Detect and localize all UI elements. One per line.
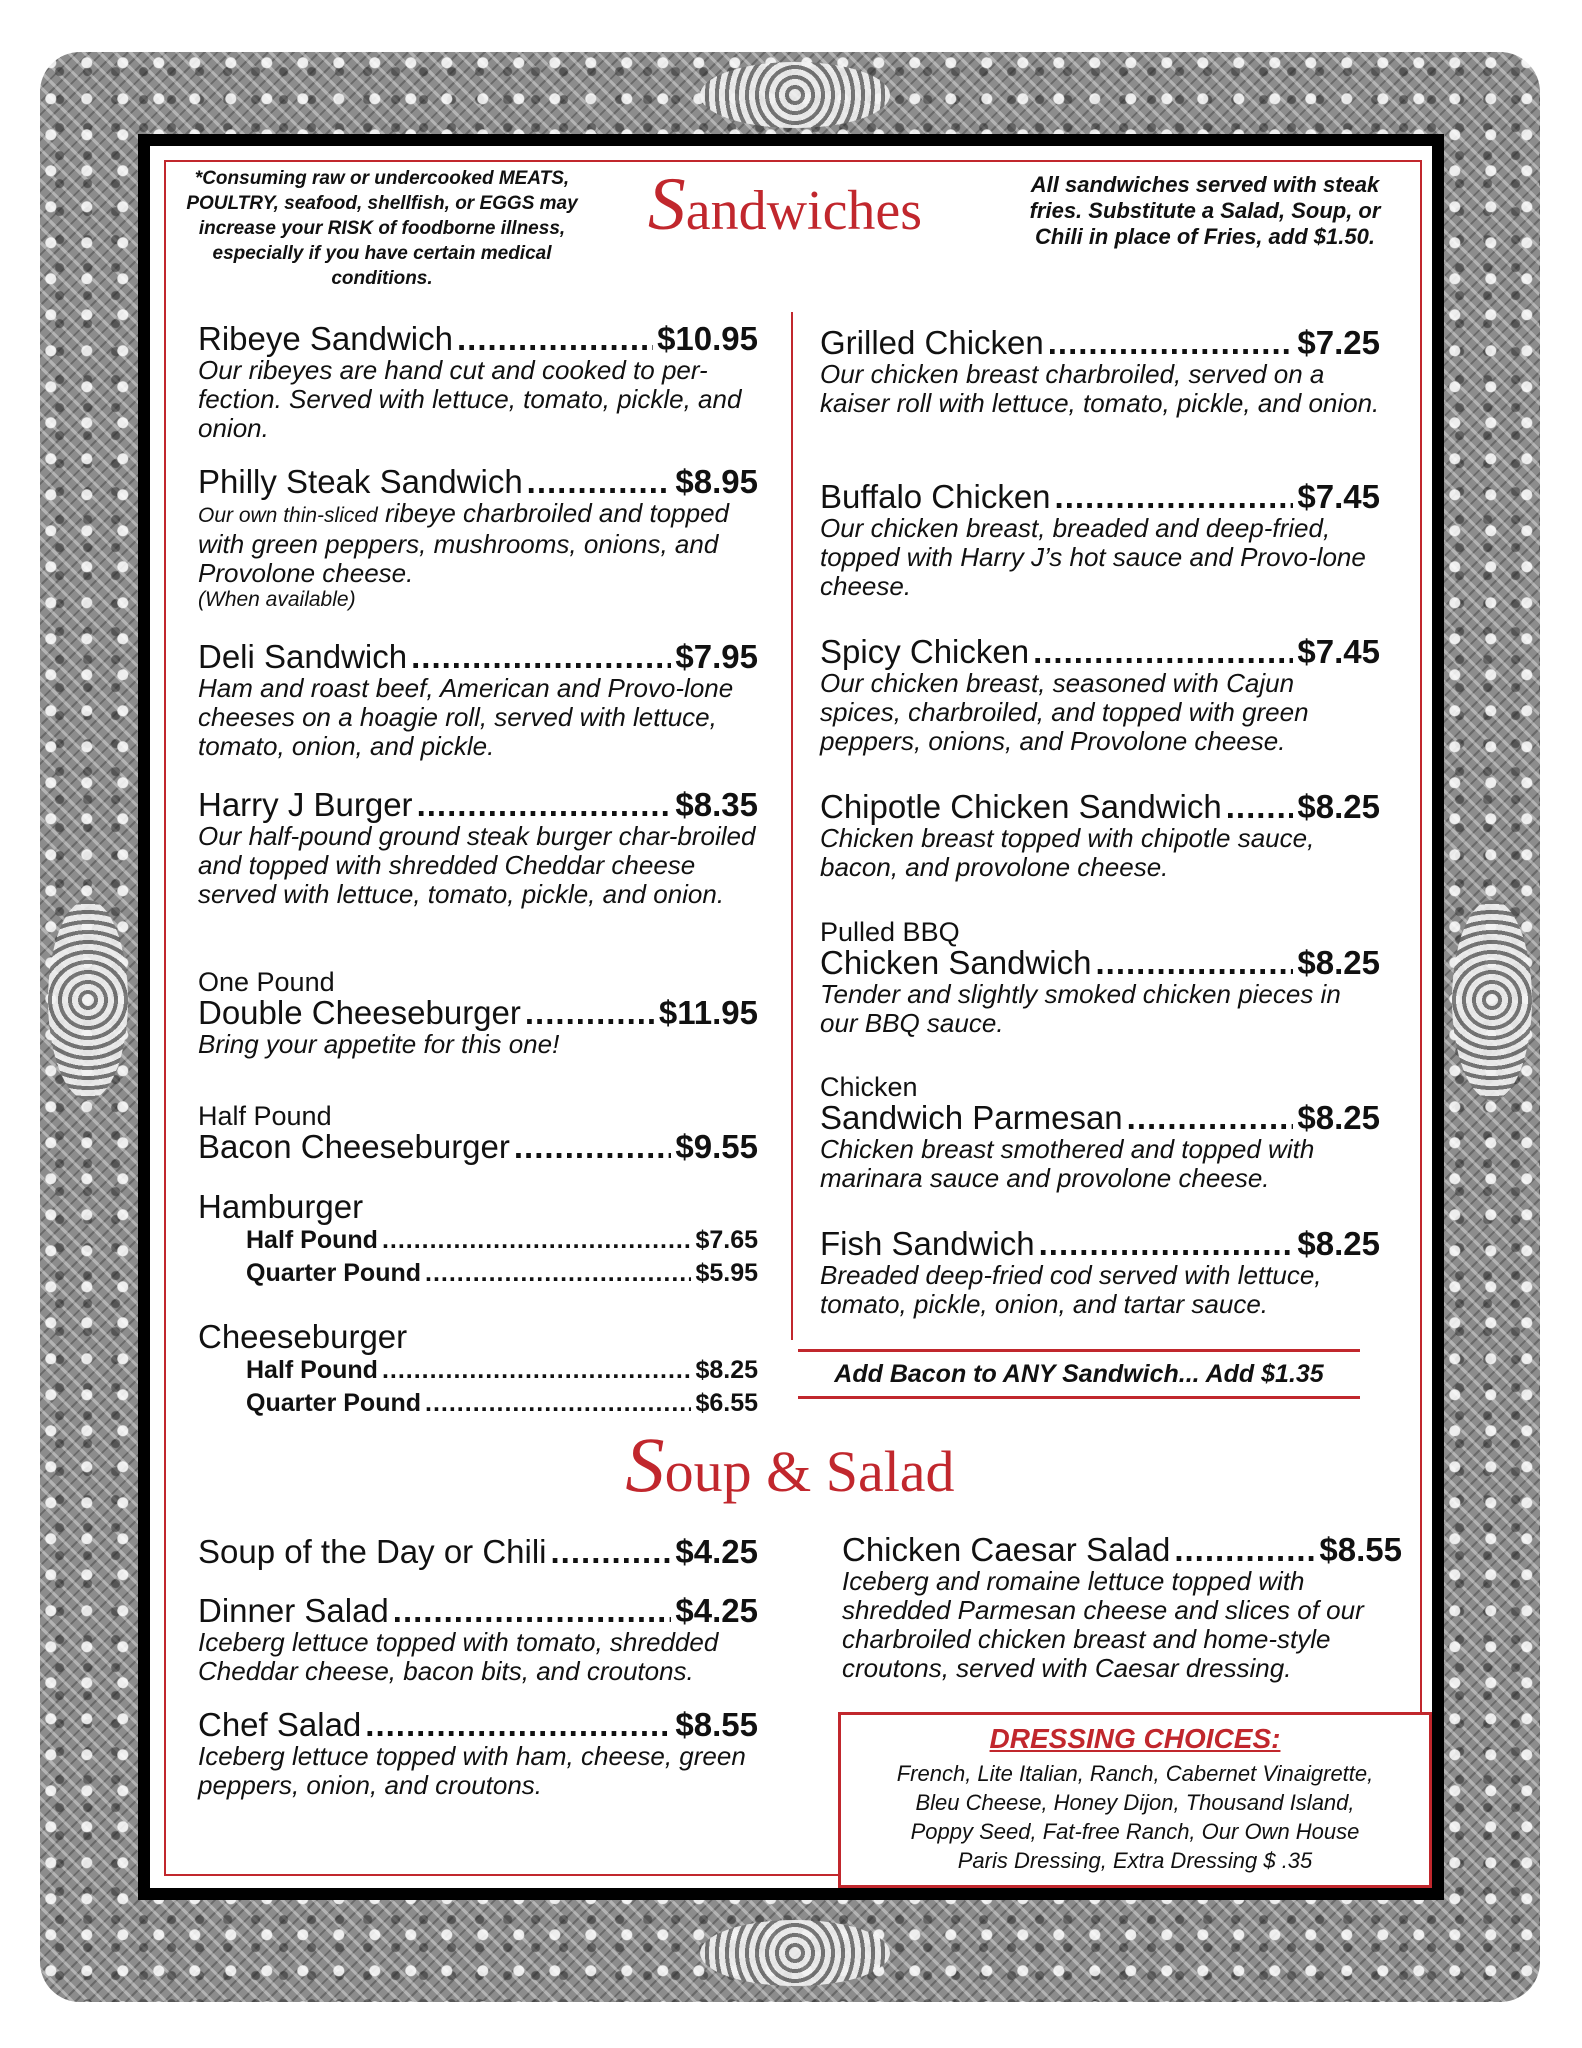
item-description — [198, 674, 758, 761]
size-label: Half Pound — [246, 1356, 378, 1384]
food-safety-notice: *Consuming raw or undercooked MEATS, POULTRY, seafood, shellfish, or EGGS may increase your RISK of foodborne illness, especially if you have certain medical conditions. — [186, 168, 578, 289]
menu-item — [198, 968, 758, 1059]
item-description-text: ribeye charbroiled and topped with green peppers, mushrooms, onions, and Provolone cheese. — [198, 498, 730, 588]
size-price: $7.65 — [695, 1226, 758, 1254]
item-description-text: Our half-pound ground steak burger char-broiled and topped with shredded Cheddar cheese served with lettuce, tomato, pickle, and onion. — [198, 821, 756, 909]
section-title-rest: oup & Salad — [664, 1439, 955, 1504]
item-prefix: Chicken — [820, 1072, 918, 1102]
menu-item — [820, 480, 1380, 601]
item-prefix: Half Pound — [198, 1101, 332, 1131]
item-description-text: Our chicken breast, seasoned with Cajun spices, charbroiled, and topped with green peppers, onions, and Provolone cheese. — [820, 668, 1309, 756]
item-price: $7.45 — [1297, 633, 1380, 670]
size-option — [246, 1354, 758, 1387]
leader-dots — [514, 1130, 672, 1164]
size-option — [246, 1224, 758, 1257]
item-price: $8.25 — [1297, 1225, 1380, 1262]
leader-dots — [1226, 790, 1294, 824]
item-name: Harry J Burger — [198, 786, 413, 823]
item-description — [820, 669, 1380, 756]
item-price: $8.25 — [1297, 1099, 1380, 1136]
dressing-title: DRESSING CHOICES: — [989, 1723, 1281, 1754]
leader-dots — [393, 1594, 672, 1628]
size-price: $8.25 — [695, 1356, 758, 1384]
dressing-line: French, Lite Italian, Ranch, Cabernet Vinaigrette, — [896, 1761, 1374, 1786]
leader-dots — [551, 1535, 672, 1569]
dressing-line: Poppy Seed, Fat-free Ranch, Our Own House — [910, 1819, 1360, 1844]
frame-rosette-right — [1452, 900, 1532, 1100]
item-description-text: Chicken breast smothered and topped with marinara sauce and provolone cheese. — [820, 1134, 1315, 1193]
size-price: $6.55 — [695, 1389, 758, 1417]
item-header — [820, 790, 1380, 824]
item-description-text: Iceberg lettuce topped with ham, cheese, green peppers, onion, and croutons. — [198, 1741, 746, 1800]
item-description-text: Chicken breast topped with chipotle sauce, bacon, and provolone cheese. — [820, 823, 1315, 882]
item-header — [198, 1535, 758, 1569]
leader-dots — [527, 465, 672, 499]
item-description-text: Iceberg lettuce topped with tomato, shredded Cheddar cheese, bacon bits, and croutons. — [198, 1627, 719, 1686]
item-name: Bacon Cheeseburger — [198, 1128, 510, 1165]
bacon-addon: Add Bacon to ANY Sandwich... Add $1.35 — [798, 1349, 1360, 1399]
menu-item — [198, 1535, 758, 1569]
section-title-soup-salad — [560, 1421, 1020, 1508]
menu-item — [820, 1227, 1380, 1319]
item-name: Sandwich Parmesan — [820, 1099, 1123, 1136]
column-divider — [791, 312, 793, 1340]
item-price: $4.25 — [675, 1592, 758, 1629]
item-name: Chipotle Chicken Sandwich — [820, 788, 1222, 825]
leader-dots — [525, 996, 655, 1030]
item-description — [820, 824, 1380, 882]
item-header — [820, 480, 1380, 514]
item-price: $8.25 — [1297, 944, 1380, 981]
leader-dots — [365, 1708, 671, 1742]
menu-item — [198, 1594, 758, 1686]
item-name: Chef Salad — [198, 1706, 362, 1743]
size-option — [246, 1257, 758, 1290]
size-label: Half Pound — [246, 1226, 378, 1254]
item-description-text: Ham and roast beef, American and Provo-lone cheeses on a hoagie roll, served with lettuce, tomato, onion, and pickle. — [198, 673, 734, 761]
item-price: $4.25 — [675, 1533, 758, 1570]
menu-item — [198, 465, 758, 612]
leader-dots — [417, 788, 672, 822]
item-name: Grilled Chicken — [820, 324, 1044, 361]
menu-item — [198, 1320, 758, 1420]
leader-dots — [1033, 635, 1293, 669]
item-header — [198, 1708, 758, 1742]
item-price: $7.25 — [1297, 324, 1380, 361]
menu-item — [842, 1533, 1402, 1683]
leader-dots — [1039, 1227, 1294, 1261]
menu-item — [198, 788, 758, 909]
item-name: Cheeseburger — [198, 1318, 408, 1355]
item-price: $8.55 — [1319, 1531, 1402, 1568]
item-name: Chicken Caesar Salad — [842, 1531, 1171, 1568]
item-price: $8.55 — [675, 1706, 758, 1743]
item-description-text: Our ribeyes are hand cut and cooked to per-fection. Served with lettuce, tomato, pickle, and onion. — [198, 355, 742, 443]
dressing-line: Paris Dressing, Extra Dressing $ .35 — [957, 1848, 1313, 1873]
item-name: Buffalo Chicken — [820, 478, 1051, 515]
item-price: $7.95 — [675, 638, 758, 675]
item-name: Double Cheeseburger — [198, 994, 521, 1031]
item-description — [198, 1030, 758, 1059]
item-name: Ribeye Sandwich — [198, 320, 453, 357]
item-description — [820, 514, 1380, 601]
item-description — [820, 360, 1380, 418]
item-description — [820, 1135, 1380, 1193]
item-description — [198, 356, 758, 443]
item-name: Dinner Salad — [198, 1592, 389, 1629]
size-label: Quarter Pound — [246, 1389, 422, 1417]
item-header — [198, 1594, 758, 1628]
item-prefix: Pulled BBQ — [820, 917, 960, 947]
menu-item — [198, 1190, 758, 1290]
item-name: Fish Sandwich — [820, 1225, 1035, 1262]
item-price: $7.45 — [1297, 478, 1380, 515]
menu-item — [198, 322, 758, 443]
item-header — [198, 1130, 758, 1164]
leader-dots — [1095, 946, 1293, 980]
frame-rosette-top — [700, 62, 890, 128]
section-title-cap: S — [625, 1421, 665, 1508]
item-description-text: Our chicken breast charbroiled, served on a kaiser roll with lettuce, tomato, pickle, and onion. — [820, 359, 1380, 418]
item-header — [198, 465, 758, 499]
section-title-sandwiches — [595, 163, 975, 246]
sandwich-sides-notice: All sandwiches served with steak fries. Substitute a Salad, Soup, or Chili in place of Fries, add $1.50. — [1029, 172, 1381, 249]
item-description-text: Bring your appetite for this one! — [198, 1029, 560, 1059]
item-name: Spicy Chicken — [820, 633, 1030, 670]
item-header — [842, 1533, 1402, 1567]
menu-item — [820, 790, 1380, 882]
item-name: Deli Sandwich — [198, 638, 408, 675]
item-header — [820, 326, 1380, 360]
item-header — [198, 322, 758, 356]
item-header — [820, 946, 1380, 980]
menu-item — [198, 1102, 758, 1164]
leader-dots — [382, 1224, 692, 1257]
leader-dots — [1048, 326, 1294, 360]
frame-rosette-left — [48, 900, 128, 1100]
leader-dots — [425, 1387, 691, 1420]
menu-item — [820, 1073, 1380, 1193]
leader-dots — [1174, 1533, 1315, 1567]
leader-dots — [1127, 1101, 1294, 1135]
size-option — [246, 1387, 758, 1420]
item-description — [198, 1742, 758, 1800]
item-description — [842, 1567, 1402, 1683]
frame-rosette-bottom — [700, 1920, 890, 1986]
item-name: Chicken Sandwich — [820, 944, 1092, 981]
item-price: $8.35 — [675, 786, 758, 823]
menu-item — [820, 918, 1380, 1038]
item-description-text: Iceberg and romaine lettuce topped with shredded Parmesan cheese and slices of our charbroiled chicken breast and home-style croutons, served with Caesar dressing. — [842, 1566, 1364, 1683]
item-description — [198, 499, 758, 588]
item-price: $8.25 — [1297, 788, 1380, 825]
item-header — [198, 640, 758, 674]
item-name: Hamburger — [198, 1188, 364, 1225]
menu-item — [198, 1708, 758, 1800]
item-description — [198, 1628, 758, 1686]
item-description — [820, 1261, 1380, 1319]
leader-dots — [1055, 480, 1294, 514]
item-header — [820, 1227, 1380, 1261]
menu-item — [198, 640, 758, 761]
menu-item — [820, 635, 1380, 756]
leader-dots — [425, 1257, 691, 1290]
section-title-rest: andwiches — [685, 180, 923, 242]
item-description-lead: Our own thin-sliced — [198, 504, 378, 527]
item-description-text: Tender and slightly smoked chicken pieces in our BBQ sauce. — [820, 979, 1341, 1038]
item-description-text: Breaded deep-fried cod served with lettuce, tomato, pickle, onion, and tartar sauce. — [820, 1260, 1322, 1319]
item-header — [198, 996, 758, 1030]
item-description — [198, 822, 758, 909]
dressing-list — [841, 1759, 1429, 1875]
item-name: Philly Steak Sandwich — [198, 463, 523, 500]
item-header — [820, 1101, 1380, 1135]
leader-dots — [382, 1354, 692, 1387]
item-header — [198, 788, 758, 822]
dressing-choices-box — [838, 1712, 1432, 1888]
section-title-cap: S — [647, 163, 686, 246]
item-description — [820, 980, 1380, 1038]
item-name: Soup of the Day or Chili — [198, 1533, 547, 1570]
leader-dots — [457, 322, 653, 356]
item-description-text: Our chicken breast, breaded and deep-fried, topped with Harry J’s hot sauce and Provo-lone cheese. — [820, 513, 1366, 601]
size-price: $5.95 — [695, 1259, 758, 1287]
menu-item — [820, 326, 1380, 418]
item-note: (When available) — [198, 588, 356, 611]
item-prefix: One Pound — [198, 967, 335, 997]
item-price: $10.95 — [657, 320, 758, 357]
size-label: Quarter Pound — [246, 1259, 422, 1287]
item-header — [820, 635, 1380, 669]
leader-dots — [411, 640, 671, 674]
item-price: $9.55 — [675, 1128, 758, 1165]
item-price: $11.95 — [658, 994, 758, 1031]
dressing-line: Bleu Cheese, Honey Dijon, Thousand Island, — [915, 1790, 1355, 1815]
item-price: $8.95 — [675, 463, 758, 500]
